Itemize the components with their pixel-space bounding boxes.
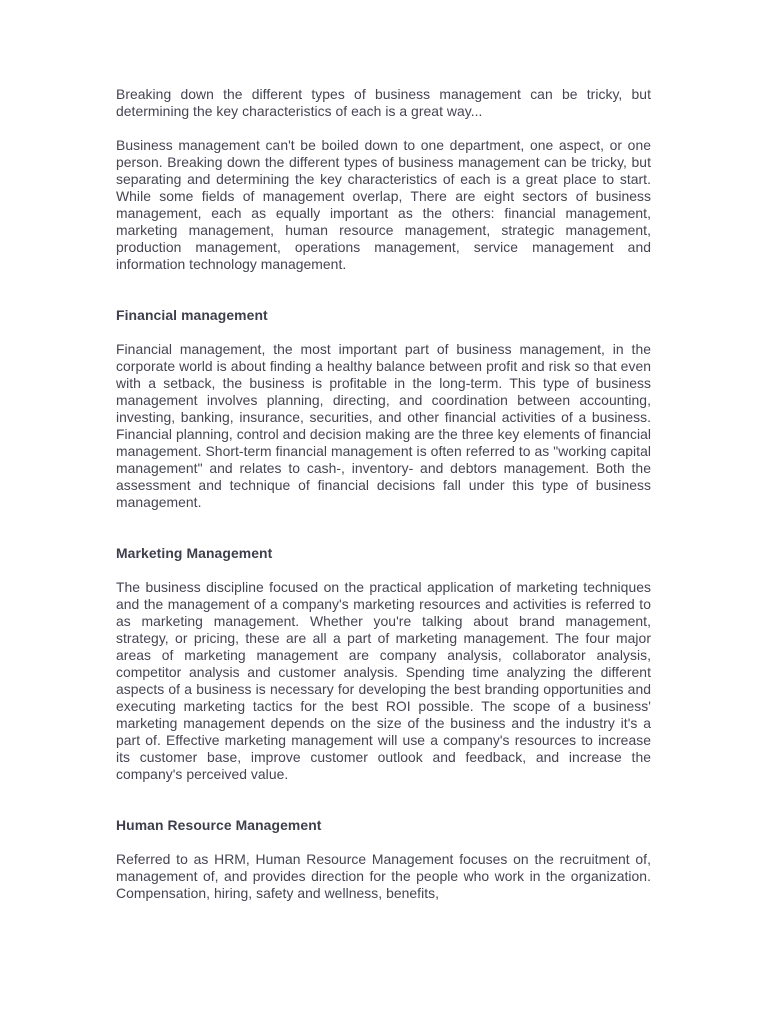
- section-heading-financial-management: Financial management: [116, 307, 268, 323]
- spacer: [116, 120, 651, 137]
- spacer: [116, 324, 651, 341]
- section-heading-marketing-management: Marketing Management: [116, 545, 273, 561]
- section-body-human-resource-management: Referred to as HRM, Human Resource Management focuses on the recruitment of, management of, and provides direction for the people who work in the organization. Compensation, hiring, safety and wellness, benefits,: [116, 851, 651, 901]
- section-body-financial-management: Financial management, the most important part of business management, in the corporate world is about finding a healthy balance between profit and risk so that even with a setback, the business is profitable in the long-term. This type of business management involves planning, directing, and coordination between accounting, investing, banking, insurance, securities, and other financial activities of a business. Financial planning, control and decision making are the three key elements of financial management. Short-term financial management is often referred to as "working capital management" and relates to cash-, inventory- and debtors management. Both the assessment and technique of financial decisions fall under this type of business management.: [116, 341, 651, 510]
- spacer: [116, 783, 651, 817]
- spacer: [116, 511, 651, 545]
- intro-body-paragraph: Business management can't be boiled down to one department, one aspect, or one person. Breaking down the different types of business management can be tricky, but separating and determining the key characteristics of each is a great place to start. While some fields of management overlap, There are eight sectors of business management, each as equally important as the others: financial management, marketing management, human resource management, strategic management, production management, operations management, service management and information technology management.: [116, 137, 651, 272]
- section-body-marketing-management: The business discipline focused on the practical application of marketing techniques and the management of a company's marketing resources and activities is referred to as marketing management. Whether you're talking about brand management, strategy, or pricing, these are all a part of marketing management. The four major areas of marketing management are company analysis, collaborator analysis, competitor analysis and customer analysis. Spending time analyzing the different aspects of a business is necessary for developing the best branding opportunities and executing marketing tactics for the best ROI possible. The scope of a business' marketing management depends on the size of the business and the industry it's a part of. Effective marketing management will use a company's resources to increase its customer base, improve customer outlook and feedback, and increase the company's perceived value.: [116, 579, 651, 782]
- spacer: [116, 273, 651, 307]
- intro-summary-paragraph: Breaking down the different types of business management can be tricky, but determining the key characteristics of each is a great way...: [116, 86, 651, 119]
- spacer: [116, 562, 651, 579]
- spacer: [116, 834, 651, 851]
- section-heading-human-resource-management: Human Resource Management: [116, 817, 322, 833]
- document-page: [116, 86, 651, 902]
